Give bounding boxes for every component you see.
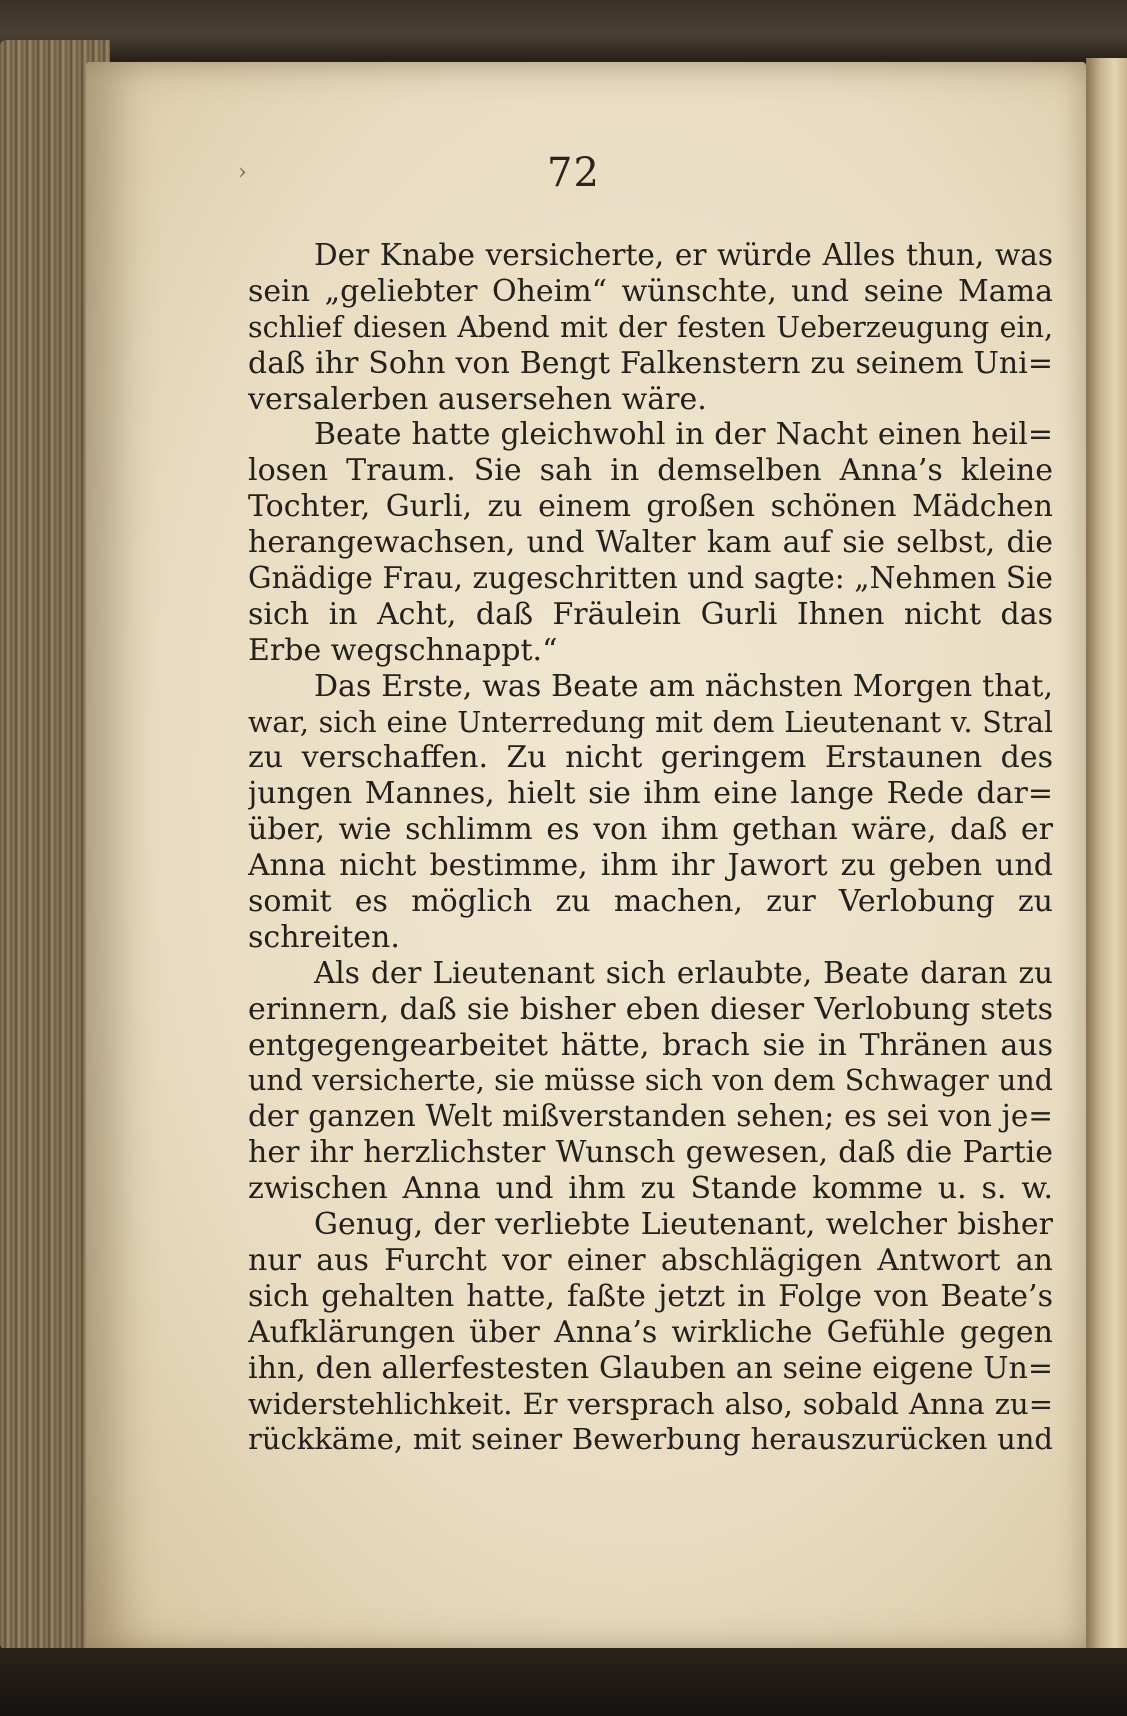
- text-line: Genug, der verliebte Lieutenant, welcher bisher: [314, 1207, 1053, 1243]
- text-line: rückkäme, mit seiner Bewerbung herauszurücken und: [248, 1422, 1053, 1457]
- text-line: Beate hatte gleichwohl in der Nacht einen heil=: [314, 417, 1053, 453]
- page-number: 72: [547, 150, 600, 196]
- text-line: ihn, den allerfestesten Glauben an seine eigene Un=: [248, 1350, 1053, 1386]
- text-line: schreiten.: [248, 919, 400, 955]
- text-line: zu verschaffen. Zu nicht geringem Erstaunen des: [248, 740, 1053, 776]
- text-line: Erbe wegschnappt.“: [248, 632, 558, 668]
- text-line: sein „geliebter Oheim“ wünschte, und seine Mama: [248, 273, 1053, 309]
- text-line: somit es möglich zu machen, zur Verlobung zu: [248, 884, 1053, 920]
- book-bottom-edge: [0, 1648, 1127, 1716]
- text-line: Das Erste, was Beate am nächsten Morgen that,: [314, 668, 1053, 704]
- text-line: entgegengearbeitet hätte, brach sie in Thränen aus: [248, 1027, 1053, 1063]
- text-line: über, wie schlimm es von ihm gethan wäre, daß er: [248, 812, 1053, 848]
- facing-page-edge: [1086, 58, 1127, 1658]
- text-line: Der Knabe versicherte, er würde Alles thun, was: [314, 238, 1053, 272]
- body-text: [248, 238, 1053, 1458]
- text-line: sich in Acht, daß Fräulein Gurli Ihnen nicht das: [248, 596, 1053, 632]
- text-line: losen Traum. Sie sah in demselben Anna’s kleine: [248, 453, 1053, 489]
- text-line: war, sich eine Unterredung mit dem Lieutenant v. Stral: [248, 705, 1053, 739]
- margin-tick-mark: ›: [238, 160, 247, 185]
- text-line: widerstehlichkeit. Er versprach also, sobald Anna zu=: [248, 1386, 1053, 1421]
- book-cover-edge: [0, 0, 1127, 58]
- text-line: Anna nicht bestimme, ihm ihr Jawort zu geben und: [248, 848, 1053, 884]
- text-line: Tochter, Gurli, zu einem großen schönen Mädchen: [248, 489, 1053, 525]
- text-line: der ganzen Welt mißverstanden sehen; es sei von je=: [248, 1099, 1053, 1134]
- text-line: herangewachsen, und Walter kam auf sie selbst, die: [248, 525, 1053, 561]
- text-line: versalerben ausersehen wäre.: [248, 381, 707, 417]
- text-line: sich gehalten hatte, faßte jetzt in Folge von Beate’s: [248, 1278, 1053, 1314]
- text-line: jungen Mannes, hielt sie ihm eine lange Rede dar=: [248, 776, 1053, 812]
- text-line: zwischen Anna und ihm zu Stande komme u. s. w.: [248, 1171, 1053, 1207]
- text-line: Als der Lieutenant sich erlaubte, Beate daran zu: [314, 955, 1053, 990]
- text-line: Gnädige Frau, zugeschritten und sagte: „Nehmen Sie: [248, 561, 1053, 596]
- text-line: erinnern, daß sie bisher eben dieser Verlobung stets: [248, 991, 1053, 1027]
- text-line: und versicherte, sie müsse sich von dem Schwager und: [248, 1064, 1053, 1098]
- text-line: daß ihr Sohn von Bengt Falkenstern zu seinem Uni=: [248, 345, 1053, 381]
- text-line: schlief diesen Abend mit der festen Ueberzeugung ein,: [248, 310, 1053, 344]
- text-line: her ihr herzlichster Wunsch gewesen, daß die Partie: [248, 1135, 1053, 1171]
- text-line: Aufklärungen über Anna’s wirkliche Gefühle gegen: [248, 1314, 1053, 1350]
- text-line: nur aus Furcht vor einer abschlägigen Antwort an: [248, 1242, 1053, 1278]
